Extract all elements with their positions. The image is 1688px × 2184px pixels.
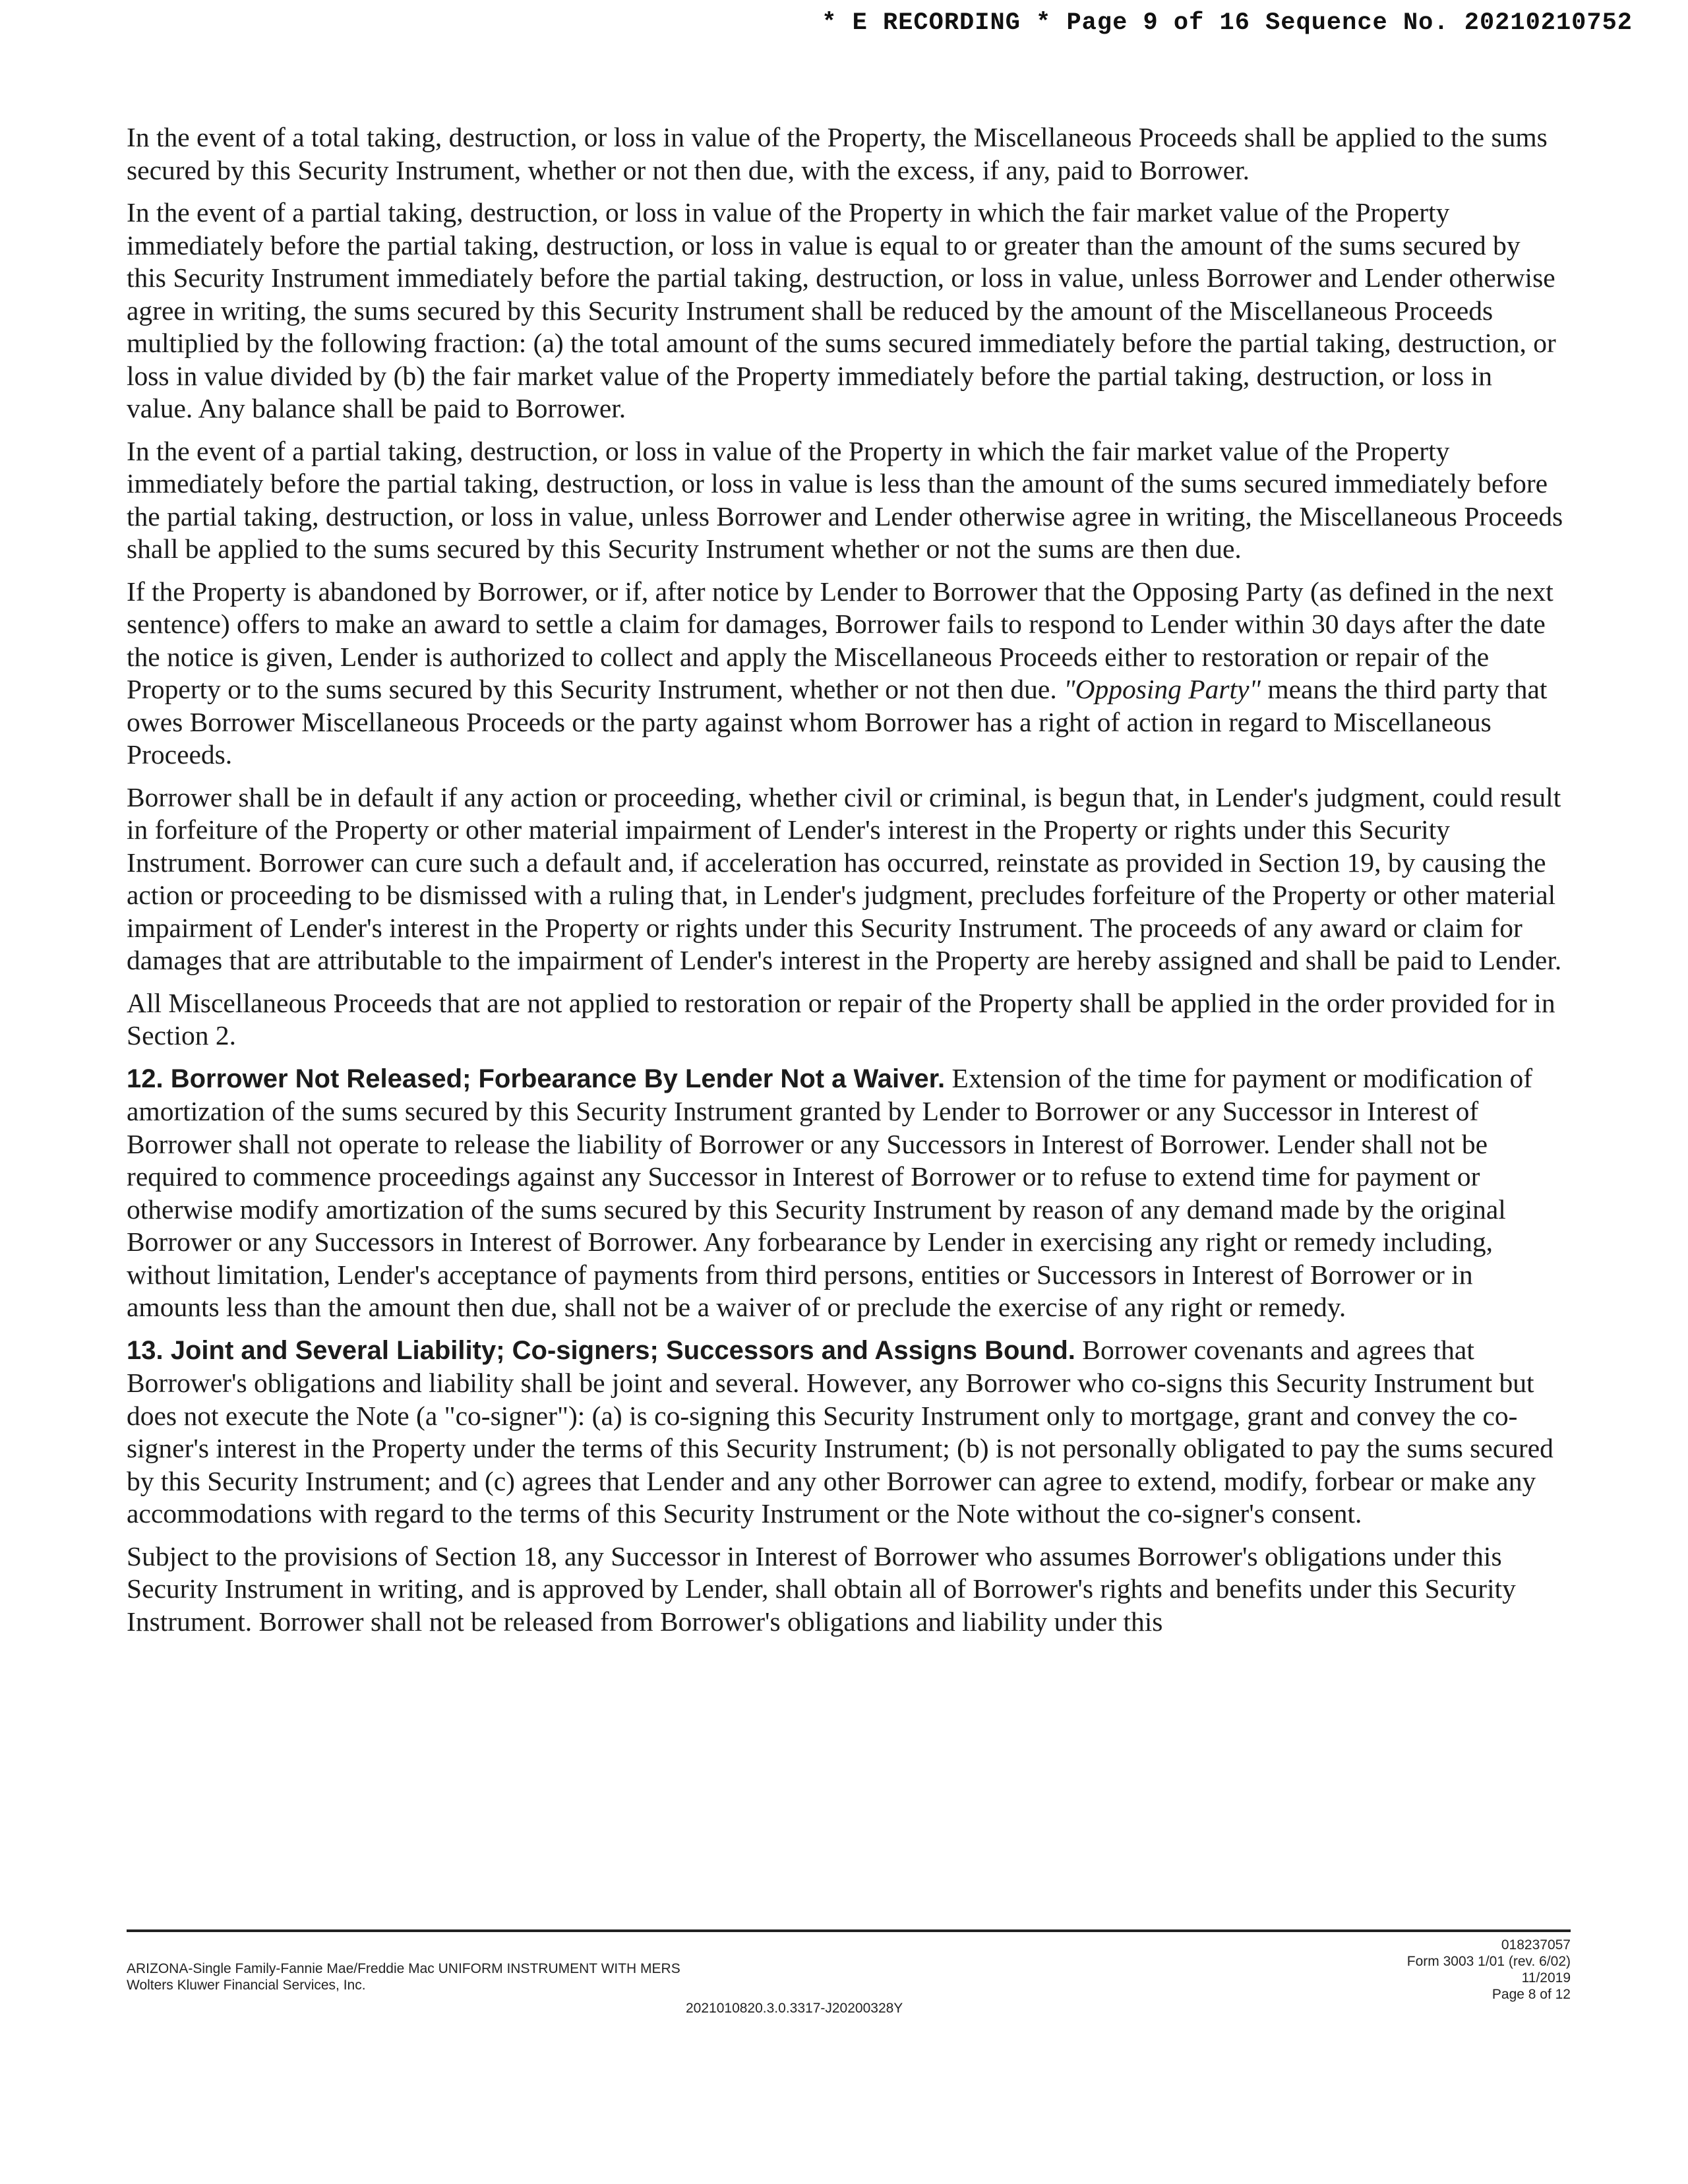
paragraph-partial-taking-greater: In the event of a partial taking, destruction, or loss in value of the Property in which the fair market value of the Property immediately before the partial taking, destruction, or loss in value is equal to or greater than the amount of the sums secured by this Security Instrument immediately before the partial taking, destruction, or loss in value, unless Borrower and Lender otherwise agree in writing, the sums secured by this Security Instrument shall be reduced by the amount of the Miscellaneous Proceeds multiplied by the following fraction: (a) the total amount of the sums secured immediately before the partial taking, destruction, or loss in value divided by (b) the fair market value of the Property immediately before the partial taking, destruction, or loss in value. Any balance shall be paid to Borrower. — [127, 197, 1556, 423]
footer-divider — [127, 1929, 1571, 1932]
paragraph-unapplied-proceeds: All Miscellaneous Proceeds that are not applied to restoration or repair of the Property shall be applied in the order provided for in Section 2. — [127, 987, 1555, 1050]
opposing-party-definition: means the third party that owes Borrower Miscellaneous Proceeds or the party against whom Borrower has a right of action in regard to Miscellaneous Proceeds. — [127, 674, 1548, 770]
section-12-body: Extension of the time for payment or modification of amortization of the sums secured by this Security Instrument granted by Lender to Borrower or any Successor in Interest of Borrower shall not operate to release the liability of Borrower or any Successors in Interest of Borrower. Lender shall not be required to commence proceedings against any Successor in Interest of Borrower or to refuse to extend time for payment or otherwise modify amortization of the sums secured by this Security Instrument by reason of any demand made by the original Borrower or any Successors in Interest of Borrower. Any forbearance by Lender in exercising any right or remedy including, without limitation, Lender's acceptance of payments from third persons, entities or Successors in Interest of Borrower or in amounts less than the amount then due, shall not be a waiver of or preclude the exercise of any right or remedy. — [127, 1062, 1533, 1322]
section-12 — [127, 1062, 1564, 1324]
paragraph-successor-in-interest: Subject to the provisions of Section 18, any Successor in Interest of Borrower who assumes Borrower's obligations under this Security Instrument in writing, and is approved by Lender, shall obtain all of Borrower's rights and benefits under this Security Instrument. Borrower shall not be released from Borrower's obligations and liability under this — [127, 1540, 1516, 1637]
paragraph-partial-taking-less: In the event of a partial taking, destruction, or loss in value of the Property in which the fair market value of the Property immediately before the partial taking, destruction, or loss in value is less than the amount of the sums secured immediately before the partial taking, destruction, or loss in value, unless Borrower and Lender otherwise agree in writing, the Miscellaneous Proceeds shall be applied to the sums secured by this Security Instrument whether or not the sums are then due. — [127, 435, 1563, 564]
section-13-body: Borrower covenants and agrees that Borrower's obligations and liability shall be joint and several. However, any Borrower who co-signs this Security Instrument but does not execute the Note (a "co-signer"): (a) is co-signing this Security Instrument only to mortgage, grant and convey the co-signer's interest in the Property under the terms of this Security Instrument; (b) is not personally obligated to pay the sums secured by this Security Instrument; and (c) agrees that Lender and any other Borrower can agree to extend, modify, forbear or make any accommodations with regard to the terms of this Security Instrument or the Note without the co-signer's consent. — [127, 1334, 1553, 1529]
section-13-heading: 13. Joint and Several Liability; Co-signers; Successors and Assigns Bound. — [127, 1335, 1075, 1365]
footer-loan-number: 018237057 — [1501, 1937, 1571, 1953]
footer-form-title: ARIZONA-Single Family-Fannie Mae/Freddie Mac UNIFORM INSTRUMENT WITH MERS — [127, 1961, 680, 1976]
footer-publisher: Wolters Kluwer Financial Services, Inc. — [127, 1978, 366, 1993]
footer-doc-code: 2021010820.3.0.3317-J20200328Y — [686, 2001, 903, 2016]
opposing-party-term: "Opposing Party" — [1064, 674, 1261, 704]
footer-form-number: Form 3003 1/01 (rev. 6/02) — [1406, 1954, 1571, 1969]
paragraph-borrower-default: Borrower shall be in default if any action or proceeding, whether civil or criminal, is begun that, in Lender's judgment, could result in forfeiture of the Property or other material impairment of Lender's interest in the Property or rights under this Security Instrument. Borrower can cure such a default and, if acceleration has occurred, reinstate as provided in Section 19, by causing the action or proceeding to be dismissed with a ruling that, in Lender's judgment, precludes forfeiture of the Property or other material impairment of Lender's interest in the Property or rights under this Security Instrument. The proceeds of any award or claim for damages that are attributable to the impairment of Lender's interest in the Property are hereby assigned and shall be paid to Lender. — [127, 781, 1562, 975]
footer-form-info — [127, 1960, 680, 1993]
document-body — [127, 121, 1564, 1648]
footer-revision-date: 11/2019 — [1521, 1970, 1571, 1986]
section-12-heading: 12. Borrower Not Released; Forbearance By Lender Not a Waiver. — [127, 1064, 946, 1093]
footer-page-number: Page 8 of 12 — [1492, 1987, 1571, 2002]
paragraph-total-taking: In the event of a total taking, destruction, or loss in value of the Property, the Miscellaneous Proceeds shall be applied to the sums secured by this Security Instrument, whether or not then due, with the excess, if any, paid to Borrower. — [127, 122, 1548, 185]
recording-header: * E RECORDING * Page 9 of 16 Sequence No. 20210210752 — [822, 9, 1633, 37]
paragraph-abandoned-property — [127, 576, 1564, 772]
section-13 — [127, 1334, 1564, 1531]
abandoned-property-text: If the Property is abandoned by Borrower, or if, after notice by Lender to Borrower that the Opposing Party (as defined in the next sentence) offers to make an award to settle a claim for damages, Borrower fails to respond to Lender within 30 days after the date the notice is given, Lender is authorized to collect and apply the Miscellaneous Proceeds either to restoration or repair of the Property or to the sums secured by this Security Instrument, whether or not then due. — [127, 576, 1553, 704]
footer-page-info — [1407, 1937, 1571, 2003]
